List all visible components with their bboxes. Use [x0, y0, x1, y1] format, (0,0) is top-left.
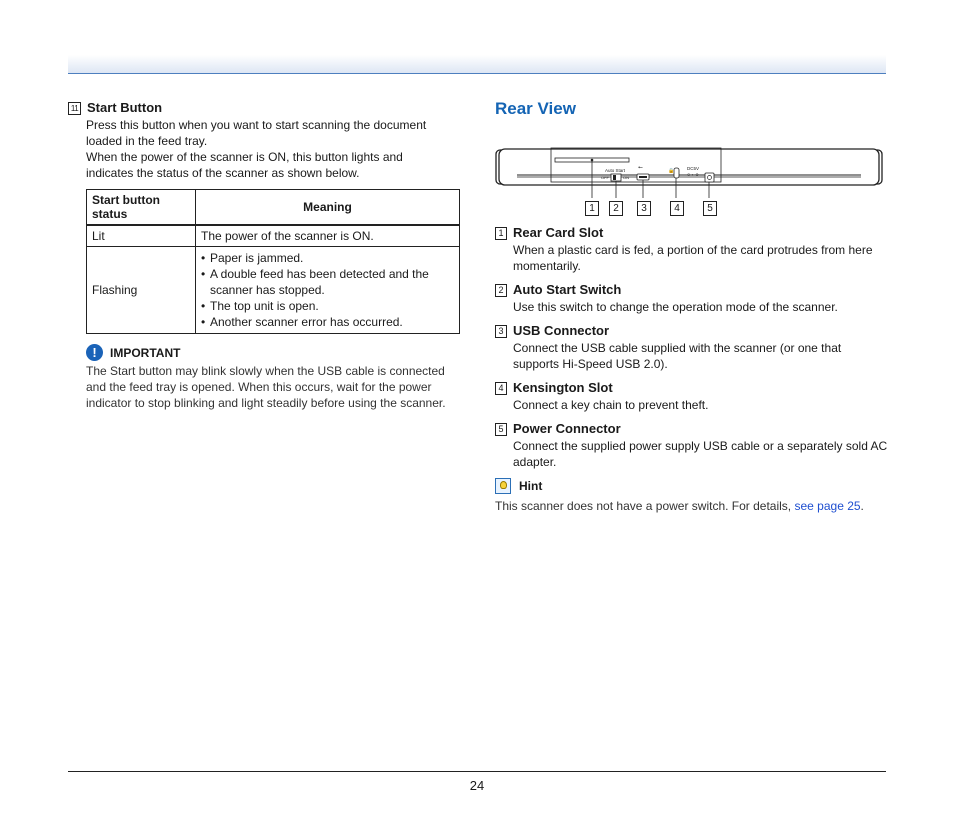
section-title: Auto Start Switch — [513, 282, 622, 297]
scanner-rear-illustration — [495, 128, 890, 198]
hint-text-suffix: . — [860, 499, 864, 513]
section-text: Connect the USB cable supplied with the scanner (or one that supports Hi-Speed USB 2.0). — [513, 341, 842, 371]
meaning-list — [201, 250, 454, 330]
section-text: Use this switch to change the operation mode of the scanner. — [513, 300, 838, 314]
hint-text-prefix: This scanner does not have a power switch. For details, — [495, 499, 795, 513]
svg-text:⊖-◐-⊕: ⊖-◐-⊕ — [687, 172, 699, 177]
auto-start-switch-section — [495, 281, 890, 315]
body-line: Press this button when you want to start scanning the document — [86, 118, 427, 132]
section-number-badge: 4 — [495, 382, 507, 395]
svg-text:🔒: 🔒 — [668, 168, 675, 174]
important-heading — [86, 344, 463, 361]
table-header-row — [87, 190, 460, 226]
right-column — [495, 99, 890, 514]
table-cell-meaning — [196, 247, 460, 334]
section-number-badge: 11 — [68, 102, 81, 115]
power-connector-section — [495, 420, 890, 470]
callout-1: 1 — [585, 201, 599, 216]
section-number-badge: 5 — [495, 423, 507, 436]
power-label-text: DC5V — [687, 166, 700, 171]
callout-labels — [495, 201, 890, 217]
list-item: • A double feed has been detected and the scanner has stopped. — [201, 266, 454, 298]
start-button-heading — [68, 99, 463, 117]
body-line: loaded in the feed tray. — [86, 134, 208, 148]
callout-3: 3 — [637, 201, 651, 216]
table-header-meaning: Meaning — [196, 190, 460, 226]
table-header-status: Start button status — [87, 190, 196, 226]
switch-label-text: Auto Start — [605, 168, 626, 173]
header-bar — [68, 55, 886, 74]
start-button-status-table — [86, 189, 460, 334]
left-column — [68, 99, 463, 411]
lightbulb-icon — [495, 478, 511, 494]
list-item: • Paper is jammed. — [201, 250, 454, 266]
table-cell-meaning: The power of the scanner is ON. — [196, 225, 460, 247]
section-number-badge: 1 — [495, 227, 507, 240]
hint-heading — [495, 478, 890, 494]
section-text: Connect the supplied power supply USB cable or a separately sold AC adapter. — [513, 439, 888, 469]
callout-2: 2 — [609, 201, 623, 216]
rear-view-title: Rear View — [495, 99, 576, 118]
section-title: USB Connector — [513, 323, 610, 338]
callout-4: 4 — [670, 201, 684, 216]
section-number-badge: 3 — [495, 325, 507, 338]
body-line: indicates the status of the scanner as shown below. — [86, 166, 360, 180]
section-title: Kensington Slot — [513, 380, 613, 395]
usb-connector-section — [495, 322, 890, 372]
kensington-slot-section — [495, 379, 890, 413]
rear-card-slot-section — [495, 224, 890, 274]
section-title: Rear Card Slot — [513, 225, 604, 240]
table-row — [87, 225, 460, 247]
section-title: Power Connector — [513, 421, 621, 436]
table-cell-status: Lit — [87, 225, 196, 247]
switch-off-text: OFF — [601, 175, 609, 180]
footer-rule — [68, 771, 886, 772]
section-text: When a plastic card is fed, a portion of the card protrudes from here momentarily. — [513, 243, 873, 273]
body-line: When the power of the scanner is ON, this button lights and — [86, 150, 403, 164]
list-item: • Another scanner error has occurred. — [201, 314, 454, 330]
important-text: The Start button may blink slowly when the USB cable is connected and the feed tray is opened. When this occurs, wait for the power indicator to stop blinking and light steadily before using the scanner. — [86, 364, 446, 410]
section-text: Connect a key chain to prevent theft. — [513, 398, 709, 412]
switch-on-text: ON — [623, 175, 629, 180]
table-cell-status: Flashing — [87, 247, 196, 334]
callout-5: 5 — [703, 201, 717, 216]
start-button-title: Start Button — [87, 100, 163, 115]
svg-text:⭠: ⭠ — [638, 165, 643, 171]
hint-text — [495, 498, 890, 514]
exclamation-icon: ! — [86, 344, 103, 361]
start-button-description — [68, 117, 463, 181]
hint-label: Hint — [519, 479, 543, 493]
table-row — [87, 247, 460, 334]
important-label: IMPORTANT — [110, 345, 181, 360]
section-number-badge: 2 — [495, 284, 507, 297]
page-number: 24 — [469, 778, 485, 793]
list-item: • The top unit is open. — [201, 298, 454, 314]
scanner-rear-diagram — [495, 128, 890, 224]
see-page-link[interactable]: see page 25 — [794, 499, 861, 513]
